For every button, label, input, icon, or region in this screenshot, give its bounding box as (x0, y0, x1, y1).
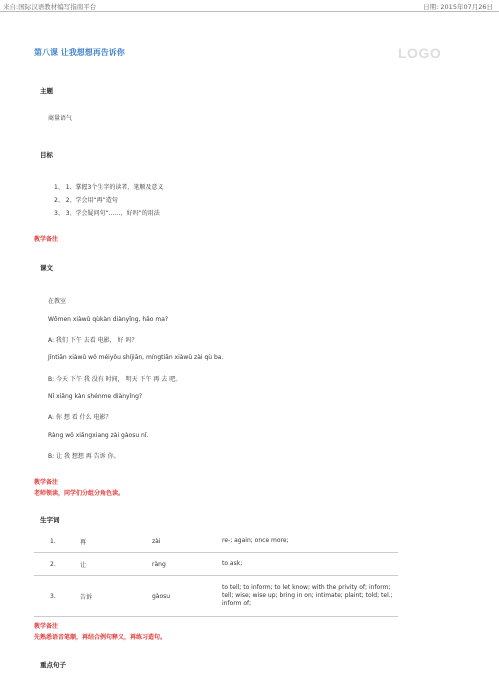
lesson-title: 第八课 让我想想再告诉你 (34, 48, 125, 57)
teaching-note-content: 先熟悉语音笔顺，再结合例句释义，再练习造句。 (34, 634, 167, 641)
topic-heading: 主题 (40, 87, 53, 95)
vocab-row (34, 576, 398, 617)
text-line-2: A: 我们 下午 去看 电影， 好 吗？ (48, 337, 138, 344)
text-heading: 课文 (40, 264, 53, 272)
logo: LOGO (398, 45, 442, 61)
teaching-note-label: 教学备注 (34, 479, 59, 486)
header-divider (0, 11, 499, 12)
objective-item-3: 3、 3、学会疑问句“……，好吗”的用法 (54, 210, 160, 217)
vocab-pinyin: gàosu (150, 576, 220, 617)
text-line-7: Ràng wǒ xiǎngxiang zài gàosu nǐ. (48, 432, 149, 439)
vocab-word: 让 (78, 553, 150, 576)
text-place: 在教室 (48, 298, 67, 305)
vocab-pinyin: ràng (150, 553, 220, 576)
vocab-definition: to ask; (220, 553, 398, 576)
vocab-word: 告诉 (78, 576, 150, 617)
header-date: 日期: 2015年07月26日 (423, 3, 493, 11)
teaching-note-content: 老师领读，同学们分组分角色读。 (34, 490, 125, 497)
vocab-word: 再 (78, 530, 150, 553)
vocab-definition: to tell; to inform; to let know; with the privity of; inform; tell; wise; wise up; bring in on; intimate; plaint; told; tel.; inform of; (220, 576, 398, 617)
vocab-pinyin: zài (150, 530, 220, 553)
vocab-definition: re-; again; once more; (220, 530, 398, 553)
vocab-num: 2. (34, 553, 78, 576)
teaching-note-label: 教学备注 (34, 236, 59, 243)
header-source: 来自:国际汉语教材编写指南平台 (3, 3, 97, 11)
vocab-table (34, 530, 398, 617)
text-line-3: Jīntiān xiàwǔ wǒ méiyǒu shíjiān, míngtiān xiàwǔ zài qù ba. (48, 354, 224, 361)
key-sentences-heading: 重点句子 (40, 661, 66, 669)
text-line-4: B: 今天 下午 我 没有 时间， 明天 下午 再 去 吧。 (48, 376, 182, 383)
text-line-5: Nǐ xiǎng kàn shénme diànyǐng? (48, 393, 143, 400)
objective-item-2: 2、 2、学会用“再”造句 (54, 197, 118, 204)
topic-content: 商量语气 (48, 115, 73, 122)
objective-item-1: 1、 1、掌握3个生字的读者、笔顺及意义 (54, 184, 164, 191)
vocab-num: 1. (34, 530, 78, 553)
text-line-8: B: 让 我 想想 再 告诉 你。 (48, 453, 120, 460)
vocab-row (34, 530, 398, 553)
vocab-heading: 生字词 (40, 516, 60, 524)
text-line-1: Wǒmen xiàwǔ qùkàn diànyǐng, hǎo ma? (48, 316, 169, 323)
teaching-note-label: 教学备注 (34, 623, 59, 630)
vocab-row (34, 553, 398, 576)
text-line-6: A: 你 想 看 什么 电影？ (48, 414, 112, 421)
objectives-heading: 目标 (40, 151, 53, 159)
vocab-num: 3. (34, 576, 78, 617)
